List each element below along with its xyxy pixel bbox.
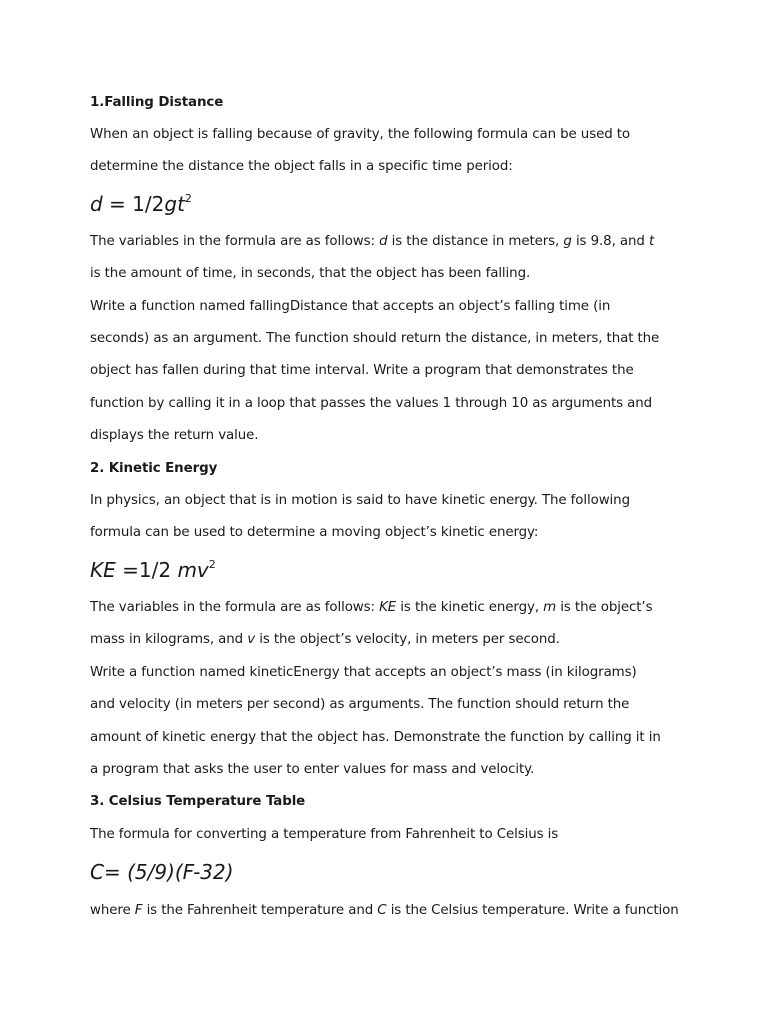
text-run: The variables in the formula are as follows: (90, 600, 380, 615)
var-t: t (648, 234, 655, 249)
paragraph-line: Write a function named kineticEnergy that accepts an object’s mass (in kilograms) (90, 665, 637, 680)
formula-celsius (90, 859, 234, 885)
paragraph-line: Write a function named fallingDistance that accepts an object’s falling time (in (90, 299, 611, 314)
text-run: is the kinetic energy, (396, 600, 544, 615)
section-heading-celsius-table: 3. Celsius Temperature Table (90, 794, 306, 809)
paragraph-line (90, 233, 654, 251)
paragraph-line: is the amount of time, in seconds, that the object has been falling. (90, 266, 531, 281)
paragraph-line: displays the return value. (90, 428, 259, 443)
var-g: g (563, 234, 572, 249)
formula-exponent: 2 (184, 192, 192, 205)
text-run: mass in kilograms, and (90, 632, 248, 647)
formula-falling-distance (90, 191, 192, 217)
paragraph-line: When an object is falling because of gravity, the following formula can be used to (90, 127, 631, 142)
var-ke: KE (379, 600, 397, 615)
section-heading-falling-distance: 1.Falling Distance (90, 95, 224, 110)
text-run: is the object’s velocity, in meters per second. (255, 632, 560, 647)
formula-var-ke: KE (90, 558, 116, 582)
paragraph-line: formula can be used to determine a moving object’s kinetic energy: (90, 525, 539, 540)
var-d: d (379, 234, 388, 249)
paragraph-line (90, 599, 652, 617)
text-run: is the object’s (556, 600, 653, 615)
formula-var-mv: mv (177, 558, 209, 582)
formula-text: =1/2 (115, 558, 178, 582)
paragraph-line: and velocity (in meters per second) as arguments. The function should return the (90, 697, 630, 712)
paragraph-line: In physics, an object that is in motion is said to have kinetic energy. The following (90, 493, 630, 508)
formula-kinetic-energy (90, 557, 216, 583)
var-m: m (543, 600, 557, 615)
paragraph-line: object has fallen during that time interval. Write a program that demonstrates the (90, 363, 634, 378)
var-v: v (247, 632, 256, 647)
text-run: is the Celsius temperature. Write a function (386, 903, 679, 918)
text-run: The variables in the formula are as follows: (90, 234, 380, 249)
paragraph-line: a program that asks the user to enter values for mass and velocity. (90, 762, 535, 777)
formula-text: = 1/2 (102, 192, 165, 216)
paragraph-line: amount of kinetic energy that the object has. Demonstrate the function by calling it in (90, 730, 661, 745)
text-run: is the distance in meters, (387, 234, 564, 249)
text-run: where (90, 903, 135, 918)
paragraph-line: The formula for converting a temperature from Fahrenheit to Celsius is (90, 827, 559, 842)
paragraph-line (90, 902, 679, 920)
formula-var-d: d (90, 192, 103, 216)
section-heading-kinetic-energy: 2. Kinetic Energy (90, 461, 218, 476)
paragraph-line: seconds) as an argument. The function should return the distance, in meters, that the (90, 331, 660, 346)
paragraph-line: function by calling it in a loop that passes the values 1 through 10 as arguments and (90, 396, 653, 411)
formula-exponent: 2 (208, 558, 216, 571)
formula-text: C= (5/9)(F-32) (90, 860, 234, 884)
var-c: C (377, 903, 387, 918)
paragraph-line: determine the distance the object falls in a specific time period: (90, 159, 513, 174)
formula-var-gt: gt (164, 192, 185, 216)
text-run: is 9.8, and (571, 234, 649, 249)
var-f: F (134, 903, 143, 918)
text-run: is the Fahrenheit temperature and (142, 903, 378, 918)
paragraph-line (90, 631, 560, 649)
